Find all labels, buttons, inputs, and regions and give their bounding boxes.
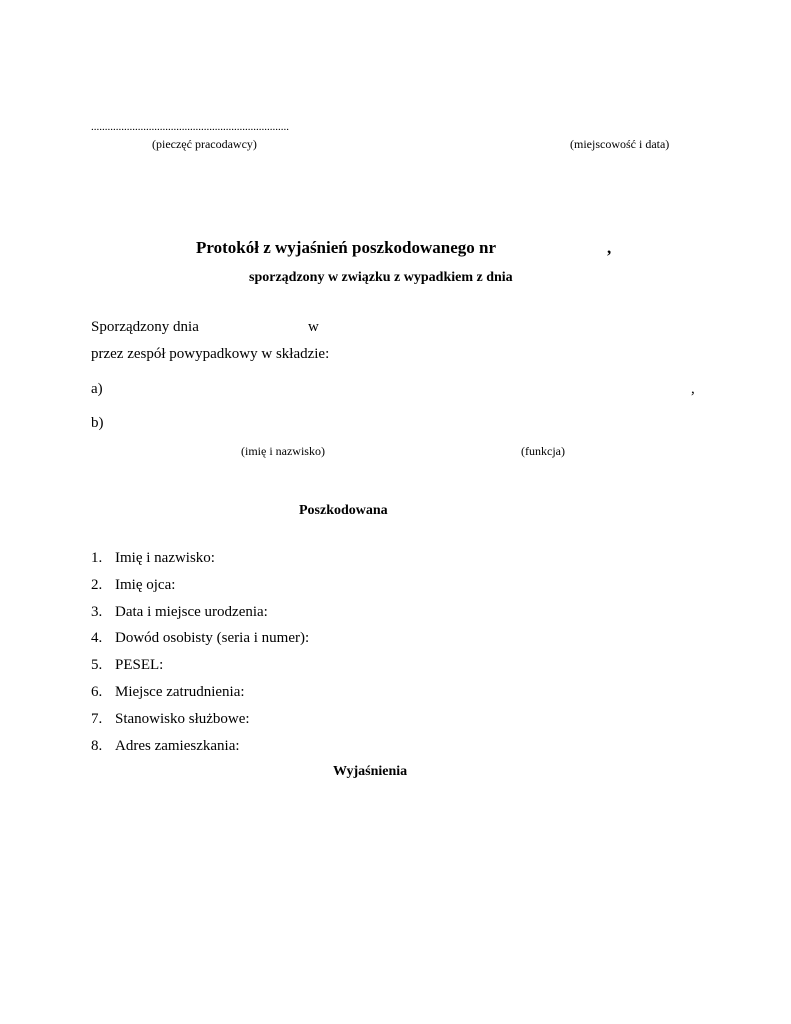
list-item: [91, 548, 309, 575]
list-item-number: 8.: [91, 737, 103, 754]
list-item-number: 5.: [91, 657, 103, 674]
list-item: [91, 682, 309, 709]
place-date-caption: (miejscowość i data): [570, 137, 670, 151]
list-item-number: 4.: [91, 630, 103, 647]
made-in-label: w: [308, 319, 319, 335]
list-item: [91, 602, 309, 629]
list-item-label: Miejsce zatrudnienia:: [115, 683, 245, 700]
list-item-label: Data i miejsce urodzenia:: [115, 603, 268, 620]
name-caption: (imię i nazwisko): [241, 444, 325, 458]
list-item: [91, 736, 309, 763]
list-item: [91, 655, 309, 682]
list-item-number: 6.: [91, 683, 103, 700]
list-item-label: Stanowisko służbowe:: [115, 710, 250, 727]
document-title-comma: ,: [607, 238, 612, 257]
team-member-b-label: b): [91, 415, 104, 431]
employer-stamp-caption: (pieczęć pracodawcy): [152, 137, 257, 151]
victim-fields-list: [91, 548, 309, 762]
list-item: [91, 628, 309, 655]
list-item-number: 3.: [91, 603, 103, 620]
list-item-label: Imię i nazwisko:: [115, 550, 215, 566]
list-item-label: Imię ojca:: [115, 576, 176, 593]
team-member-a-comma: ,: [691, 381, 695, 397]
document-subtitle: sporządzony w związku z wypadkiem z dnia: [249, 270, 513, 285]
list-item-label: PESEL:: [115, 657, 164, 674]
list-item-label: Dowód osobisty (seria i numer):: [115, 630, 310, 647]
list-item-number: 2.: [91, 576, 103, 593]
victim-heading: Poszkodowana: [299, 503, 388, 518]
team-label: przez zespół powypadkowy w składzie:: [91, 346, 330, 362]
explanations-heading: Wyjaśnienia: [333, 764, 408, 779]
team-member-a-label: a): [91, 381, 103, 397]
employer-stamp-line: ........................................................................: [91, 121, 289, 133]
list-item-number: 7.: [91, 710, 103, 727]
list-item-label: Adres zamieszkania:: [115, 737, 240, 754]
list-item: [91, 709, 309, 736]
document-title: Protokół z wyjaśnień poszkodowanego nr: [196, 238, 497, 257]
function-caption: (funkcja): [521, 444, 565, 458]
list-item-number: 1.: [91, 550, 103, 566]
made-on-label: Sporządzony dnia: [91, 319, 199, 335]
list-item: [91, 575, 309, 602]
